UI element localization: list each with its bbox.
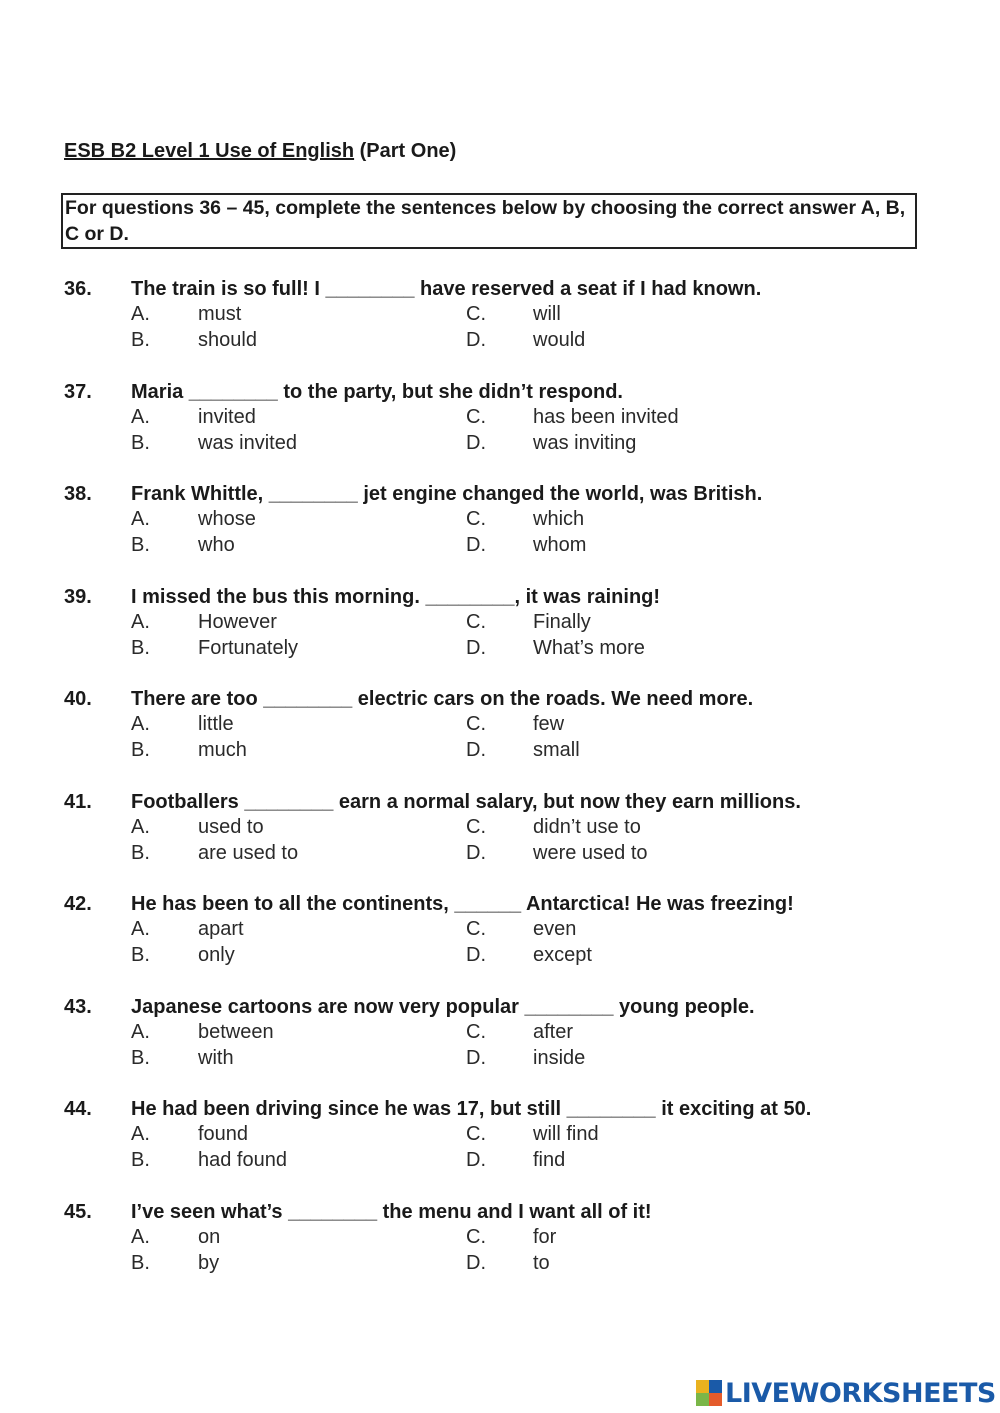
question-number: 36. [64, 278, 92, 300]
option-d[interactable]: would [533, 329, 586, 351]
option-c[interactable]: Finally [533, 610, 591, 633]
option-letter-d[interactable]: D. [466, 431, 486, 454]
option-a[interactable]: on [198, 1225, 221, 1248]
option-letter-d[interactable]: D. [466, 1149, 486, 1171]
option-letter-d[interactable]: D. [466, 1251, 486, 1274]
option-letter-d[interactable]: D. [466, 534, 486, 556]
option-letter-a[interactable]: A. [131, 1123, 150, 1145]
option-b[interactable]: should [198, 329, 257, 351]
option-letter-d[interactable]: D. [466, 944, 486, 966]
option-letter-c[interactable]: C. [466, 610, 486, 633]
question-number: 42. [64, 893, 92, 915]
question-text: There are too ________ electric cars on the roads. We need more. [131, 688, 754, 710]
option-letter-b[interactable]: B. [131, 431, 150, 454]
option-d[interactable]: to [533, 1251, 550, 1274]
option-letter-d[interactable]: D. [466, 1046, 486, 1069]
option-a[interactable]: However [198, 610, 277, 633]
option-a[interactable]: whose [198, 508, 256, 530]
option-letter-a[interactable]: A. [131, 1225, 150, 1248]
option-b[interactable]: was invited [198, 431, 297, 454]
instructions-box: For questions 36 – 45, complete the sentences below by choosing the correct answer A, B, C or D. [61, 193, 917, 249]
option-letter-b[interactable]: B. [131, 739, 150, 761]
question-item [0, 791, 1000, 871]
option-d[interactable]: whom [533, 534, 587, 556]
option-letter-c[interactable]: C. [466, 1020, 486, 1043]
question-item [0, 483, 1000, 563]
liveworksheets-logo [696, 1378, 996, 1408]
question-text: Frank Whittle, ________ jet engine changed the world, was British. [131, 483, 763, 505]
option-letter-a[interactable]: A. [131, 815, 150, 838]
question-text: Maria ________ to the party, but she didn’t respond. [131, 380, 623, 403]
option-b[interactable]: by [198, 1251, 220, 1274]
question-item [0, 278, 1000, 358]
option-letter-c[interactable]: C. [466, 508, 486, 530]
question-item [0, 381, 1000, 461]
option-letter-d[interactable]: D. [466, 739, 486, 761]
question-number: 39. [64, 585, 92, 608]
question-number: 41. [64, 790, 92, 813]
option-letter-b[interactable]: B. [131, 636, 150, 659]
option-a[interactable]: invited [198, 405, 256, 428]
option-b[interactable]: Fortunately [198, 636, 299, 659]
option-letter-a[interactable]: A. [131, 405, 150, 428]
option-c[interactable]: has been invited [533, 405, 679, 428]
option-c[interactable]: after [533, 1020, 574, 1043]
option-d[interactable]: small [533, 739, 580, 761]
question-text: Footballers ________ earn a normal salary, but now they earn millions. [131, 790, 801, 813]
option-d[interactable]: were used to [533, 841, 648, 864]
option-c[interactable]: for [533, 1225, 557, 1248]
question-text: Japanese cartoons are now very popular ________ young people. [131, 995, 755, 1018]
question-item [0, 688, 1000, 768]
title-main: ESB B2 Level 1 Use of English [64, 140, 355, 162]
option-d[interactable]: except [533, 944, 592, 966]
option-letter-a[interactable]: A. [131, 508, 150, 530]
option-a[interactable]: between [198, 1020, 274, 1043]
option-letter-b[interactable]: B. [131, 1149, 150, 1171]
liveworksheets-logo-icon [696, 1380, 722, 1406]
option-b[interactable]: had found [198, 1149, 287, 1171]
option-letter-b[interactable]: B. [131, 841, 150, 864]
option-letter-b[interactable]: B. [131, 1046, 150, 1069]
option-letter-a[interactable]: A. [131, 713, 150, 735]
question-text: He had been driving since he was 17, but still ________ it exciting at 50. [131, 1098, 812, 1120]
option-b[interactable]: are used to [198, 841, 299, 864]
question-item [0, 1098, 1000, 1178]
option-letter-a[interactable]: A. [131, 303, 150, 325]
option-a[interactable]: little [198, 713, 234, 735]
option-c[interactable]: even [533, 918, 577, 940]
logo-text: LIVEWORKSHEETS [725, 1377, 996, 1409]
question-item [0, 893, 1000, 973]
option-c[interactable]: didn’t use to [533, 815, 641, 838]
option-c[interactable]: few [533, 713, 565, 735]
option-letter-c[interactable]: C. [466, 405, 486, 428]
option-letter-b[interactable]: B. [131, 329, 150, 351]
option-a[interactable]: found [198, 1123, 249, 1145]
option-b[interactable]: with [198, 1046, 234, 1069]
option-c[interactable]: will find [533, 1123, 599, 1145]
option-d[interactable]: What’s more [533, 636, 645, 659]
option-letter-c[interactable]: C. [466, 815, 486, 838]
option-letter-c[interactable]: C. [466, 1225, 486, 1248]
option-letter-b[interactable]: B. [131, 1251, 150, 1274]
option-letter-b[interactable]: B. [131, 944, 150, 966]
option-a[interactable]: must [198, 303, 242, 325]
option-b[interactable]: much [198, 739, 247, 761]
question-number: 43. [64, 995, 92, 1018]
option-d[interactable]: inside [533, 1046, 586, 1069]
option-letter-b[interactable]: B. [131, 534, 150, 556]
option-letter-c[interactable]: C. [466, 303, 486, 325]
question-text: The train is so full! I ________ have reserved a seat if I had known. [131, 278, 762, 300]
page-title [64, 140, 456, 163]
question-item [0, 586, 1000, 666]
option-letter-c[interactable]: C. [466, 713, 486, 735]
title-part: (Part One) [354, 140, 457, 162]
question-text: I’ve seen what’s ________ the menu and I want all of it! [131, 1200, 652, 1223]
option-letter-a[interactable]: A. [131, 1020, 150, 1043]
question-item [0, 1201, 1000, 1281]
question-number: 40. [64, 688, 92, 710]
question-text: I missed the bus this morning. ________, it was raining! [131, 585, 661, 608]
question-number: 38. [64, 483, 92, 505]
option-b[interactable]: only [198, 944, 235, 966]
option-a[interactable]: apart [198, 918, 244, 940]
option-a[interactable]: used to [198, 815, 264, 838]
option-d[interactable]: find [533, 1149, 566, 1171]
option-b[interactable]: who [198, 534, 235, 556]
option-letter-c[interactable]: C. [466, 1123, 486, 1145]
option-letter-d[interactable]: D. [466, 841, 486, 864]
option-letter-c[interactable]: C. [466, 918, 486, 940]
option-c[interactable]: which [533, 508, 585, 530]
question-text: He has been to all the continents, ______ Antarctica! He was freezing! [131, 893, 794, 915]
option-letter-a[interactable]: A. [131, 610, 150, 633]
question-number: 37. [64, 380, 92, 403]
option-letter-a[interactable]: A. [131, 918, 150, 940]
question-number: 44. [64, 1098, 92, 1120]
option-d[interactable]: was inviting [533, 431, 637, 454]
question-number: 45. [64, 1200, 92, 1223]
option-letter-d[interactable]: D. [466, 636, 486, 659]
option-letter-d[interactable]: D. [466, 329, 486, 351]
question-item [0, 996, 1000, 1076]
option-c[interactable]: will [533, 303, 561, 325]
